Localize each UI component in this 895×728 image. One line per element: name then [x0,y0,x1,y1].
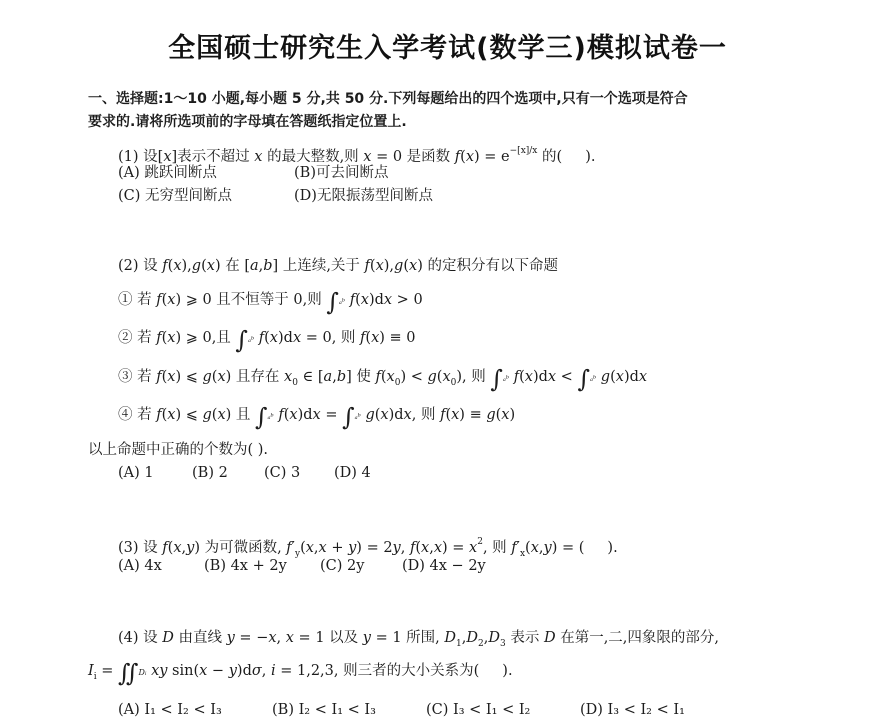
question-3-option-b: (B) 4x + 2y [204,558,287,574]
section-instructions-line2: 要求的.请将所选项前的字母填在答题纸指定位置上. [88,114,407,130]
section-instructions-line1: 一、选择题:1～10 小题,每小题 5 分,共 50 分.下列每题给出的四个选项中,只有一个选项是符合 [88,91,688,107]
question-4-stem: (4) 设 D 由直线 y = −x, x = 1 以及 y = 1 所围, $D_1,D_2,D_3$ 表示 D 在第一,二,四象限的部分, [118,630,720,649]
question-4-stem-2: $I_i$ = ∬Dᵢ xy sin(x − y)dσ, i = 1,2,3, 则三者的大小关系为( ). [88,659,513,687]
question-3-option-a: (A) 4x [118,558,162,574]
question-4-option-b: (B) I₂ < I₁ < I₃ [272,702,376,718]
question-2-option-b: (B) 2 [192,465,228,481]
question-1-option-b: (B)可去间断点 [294,165,389,181]
question-1-stem: (1) 设[x]表示不超过 x 的最大整数,则 x = 0 是函数 $f(x) = e^{-[x]/x}$ 的( ). [118,146,596,165]
question-3-stem: (3) 设 f(x,y) 为可微函数, $f'_y(x,x + y) = 2y$, $f(x,x) = x^2$, 则 $f'_x(x,y)$ = ( ). [118,537,618,559]
question-2-option-d: (D) 4 [334,465,371,481]
question-4-option-d: (D) I₃ < I₂ < I₁ [580,702,685,718]
question-1-option-c: (C) 无穷型间断点 [118,188,233,204]
question-2-option-a: (A) 1 [118,465,154,481]
question-4-option-c: (C) I₃ < I₁ < I₂ [426,702,531,718]
question-2-proposition-3: ③ 若 f(x) ⩽ g(x) 且存在 $x_0$ ∈ [a,b] 使 $f(x_0) < g(x_0)$, 则 ∫ₐᵇ f(x)dx < ∫ₐᵇ g(x)dx [118,365,648,393]
question-2-proposition-1: ① 若 f(x) ⩾ 0 且不恒等于 0,则 ∫ₐᵇ f(x)dx > 0 [118,288,423,316]
question-4-option-a: (A) I₁ < I₂ < I₃ [118,702,222,718]
question-2-stem: (2) 设 f(x),g(x) 在 [a,b] 上连续,关于 f(x),g(x) 的定积分有以下命题 [118,258,558,274]
exam-title: 全国硕士研究生入学考试(数学三)模拟试卷一 [168,33,727,64]
question-3-option-d: (D) 4x − 2y [402,558,486,574]
question-2-proposition-2: ② 若 f(x) ⩾ 0,且 ∫ₐᵇ f(x)dx = 0, 则 f(x) ≡ 0 [118,326,416,354]
question-2-proposition-4: ④ 若 f(x) ⩽ g(x) 且 ∫ₐᵇ f(x)dx = ∫ₐᵇ g(x)dx, 则 f(x) ≡ g(x) [118,403,516,431]
question-3-option-c: (C) 2y [320,558,365,574]
question-2-option-c: (C) 3 [264,465,301,481]
question-1-option-d: (D)无限振荡型间断点 [294,188,433,204]
question-2-tail: 以上命题中正确的个数为( ). [88,442,269,458]
question-1-option-a: (A) 跳跃间断点 [118,165,217,181]
